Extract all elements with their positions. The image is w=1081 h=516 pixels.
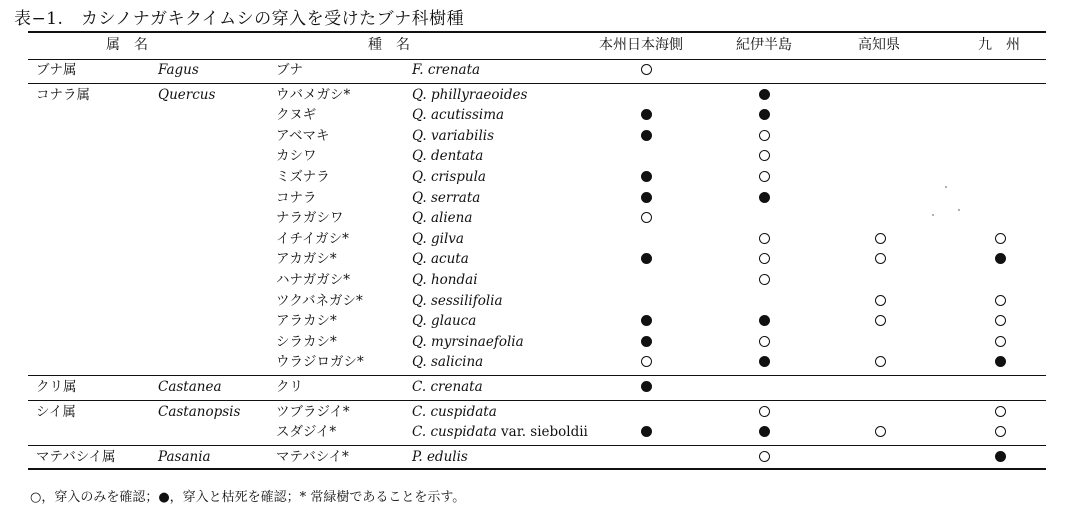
species-latin-genus: F. [412, 62, 424, 78]
open-circle-icon [759, 336, 770, 347]
genus-japanese: ブナ属 [36, 62, 77, 78]
filled-circle-icon [759, 89, 770, 100]
table-row [28, 332, 1046, 353]
open-circle-icon [759, 406, 770, 417]
species-japanese: カシワ [276, 148, 317, 165]
species-latin [412, 352, 483, 373]
header-region-kyushu: 九 州 [978, 37, 1020, 53]
species-latin-genus: Q. [412, 148, 427, 165]
species-latin-epithet: glauca [430, 313, 477, 330]
species-latin [412, 167, 486, 188]
species-latin [412, 60, 480, 81]
open-circle-icon [875, 356, 886, 367]
species-latin-epithet: variabilis [430, 127, 495, 144]
species-latin-genus: Q. [412, 230, 427, 247]
species-latin-genus: Q. [412, 210, 427, 227]
species-latin-genus: Q. [412, 292, 427, 309]
species-latin [412, 105, 504, 126]
table-row [28, 229, 1046, 250]
table-row [28, 188, 1046, 209]
species-latin-genus: Q. [412, 272, 427, 288]
genus-latin: Castanopsis [158, 403, 241, 420]
species-latin-variety: var. sieboldii [501, 424, 588, 441]
scan-speck [932, 214, 934, 216]
table-row [28, 377, 1046, 398]
header-species: 種 名 [368, 37, 410, 53]
species-japanese: ハナガガシ* [276, 272, 350, 288]
table-row [28, 208, 1046, 229]
species-japanese: アラカシ* [276, 313, 337, 330]
species-latin-genus: C. [412, 379, 427, 395]
species-latin [412, 229, 464, 250]
open-circle-icon [759, 451, 770, 462]
group-divider-rule [28, 445, 1046, 446]
species-latin-genus: Q. [412, 313, 427, 330]
table-row [28, 422, 1046, 443]
species-latin [412, 291, 503, 312]
header-region-sea-of-japan: 本州日本海側 [599, 37, 683, 53]
species-latin [412, 188, 480, 209]
species-latin-epithet: aliena [430, 210, 473, 227]
open-circle-icon [875, 426, 886, 437]
filled-circle-icon [759, 109, 770, 120]
species-latin-epithet: acuta [430, 251, 469, 268]
filled-circle-icon [995, 356, 1006, 367]
species-japanese: アベマキ [276, 127, 330, 144]
table-row [28, 352, 1046, 373]
open-circle-icon [875, 233, 886, 244]
filled-circle-icon [759, 192, 770, 203]
species-latin [412, 249, 469, 270]
filled-circle-icon [641, 315, 652, 326]
species-latin-epithet: hondai [430, 272, 478, 288]
species-japanese: イチイガシ* [276, 230, 349, 247]
species-latin-epithet: crenata [427, 62, 481, 78]
open-circle-icon [759, 171, 770, 182]
species-latin-genus: Q. [412, 107, 427, 124]
open-circle-icon [759, 130, 770, 141]
open-circle-icon [641, 64, 652, 75]
genus-japanese: マテバシイ属 [36, 448, 116, 465]
filled-circle-icon [641, 381, 652, 392]
open-circle-icon [641, 212, 652, 223]
species-latin [412, 270, 478, 291]
open-circle-icon [995, 336, 1006, 347]
species-latin [412, 447, 468, 468]
species-latin-epithet: edulis [426, 448, 468, 465]
genus-japanese: コナラ属 [36, 86, 90, 103]
species-latin-genus: Q. [412, 86, 427, 103]
species-japanese: ナラガシワ [276, 210, 344, 227]
species-japanese: アカガシ* [276, 251, 337, 268]
species-latin-genus: Q. [412, 354, 427, 371]
table-row [28, 270, 1046, 291]
species-latin-epithet: gilva [430, 230, 464, 247]
filled-circle-icon [759, 356, 770, 367]
genus-latin: Pasania [158, 448, 211, 465]
species-japanese: マテバシイ* [276, 448, 349, 465]
species-japanese: ウラジロガシ* [276, 354, 364, 371]
species-japanese: ブナ [276, 62, 303, 78]
species-japanese: クリ [276, 379, 303, 395]
open-circle-icon [641, 356, 652, 367]
species-latin [412, 402, 497, 423]
filled-circle-icon [759, 426, 770, 437]
header-region-kochi: 高知県 [858, 37, 900, 53]
open-circle-icon [995, 426, 1006, 437]
filled-circle-icon [995, 451, 1006, 462]
species-japanese: コナラ [276, 189, 317, 206]
species-japanese: シラカシ* [276, 333, 337, 350]
open-circle-icon [875, 295, 886, 306]
filled-circle-icon [641, 109, 652, 120]
species-latin-genus: Q. [412, 333, 427, 350]
species-latin-epithet: sessilifolia [430, 292, 503, 309]
group-divider-rule [28, 375, 1046, 376]
filled-circle-icon [641, 171, 652, 182]
species-japanese: ミズナラ [276, 169, 330, 185]
genus-latin: Castanea [158, 379, 222, 395]
species-japanese: ウバメガシ* [276, 86, 351, 103]
table-row [28, 146, 1046, 167]
open-circle-icon [995, 406, 1006, 417]
open-circle-icon [759, 150, 770, 161]
open-circle-icon [875, 315, 886, 326]
species-latin-epithet: crispula [430, 169, 486, 185]
filled-circle-icon [759, 315, 770, 326]
group-divider-rule [28, 83, 1046, 84]
species-latin-genus: Q. [412, 169, 427, 185]
open-circle-icon [995, 315, 1006, 326]
open-circle-icon [995, 233, 1006, 244]
open-circle-icon [995, 295, 1006, 306]
species-latin [412, 332, 524, 353]
species-latin-genus: C. [412, 424, 427, 441]
species-latin-epithet: crenata [430, 379, 483, 395]
species-latin [412, 422, 588, 443]
genus-japanese: クリ属 [36, 379, 77, 395]
table-row [28, 167, 1046, 188]
filled-circle-icon [641, 192, 652, 203]
table-caption: 表−1. カシノナガキクイムシの穿入を受けたブナ科樹種 [14, 9, 465, 29]
species-latin-genus: Q. [412, 189, 427, 206]
table-row [28, 85, 1046, 106]
header-region-kii: 紀伊半島 [736, 37, 792, 53]
filled-circle-icon [641, 130, 652, 141]
species-latin-epithet: phillyraeoides [430, 86, 528, 103]
header-genus: 属 名 [106, 37, 148, 53]
species-latin [412, 311, 476, 332]
species-japanese: ツクバネガシ* [276, 292, 363, 309]
filled-circle-icon [641, 426, 652, 437]
species-latin-epithet: salicina [430, 354, 484, 371]
species-latin-epithet: serrata [430, 189, 481, 206]
species-latin-genus: Q. [412, 127, 427, 144]
species-latin [412, 85, 527, 106]
genus-japanese: シイ属 [36, 403, 76, 420]
open-circle-icon [759, 233, 770, 244]
species-latin-genus: P. [412, 448, 423, 465]
table-row [28, 105, 1046, 126]
species-latin [412, 377, 483, 398]
table-row [28, 126, 1046, 147]
species-japanese: ツブラジイ* [276, 403, 350, 420]
table-row [28, 60, 1046, 81]
footnote-legend: ○，穿入のみを確認；●，穿入と枯死を確認；* 常緑樹であることを示す。 [30, 490, 466, 505]
species-latin-epithet: acutissima [430, 107, 505, 124]
filled-circle-icon [995, 253, 1006, 264]
table-row [28, 249, 1046, 270]
genus-latin: Fagus [158, 62, 199, 78]
species-latin-genus: Q. [412, 251, 427, 268]
group-divider-rule [28, 400, 1046, 401]
species-japanese: スダジイ* [276, 424, 337, 441]
species-latin [412, 146, 483, 167]
species-latin-epithet: cuspidata [430, 424, 497, 441]
filled-circle-icon [641, 253, 652, 264]
scan-speck [945, 186, 947, 188]
genus-latin: Quercus [158, 86, 216, 103]
table-row [28, 311, 1046, 332]
species-latin [412, 126, 494, 147]
table-bottom-rule [28, 468, 1046, 470]
filled-circle-icon [641, 336, 652, 347]
species-japanese: クヌギ [276, 107, 317, 124]
species-latin-epithet: cuspidata [430, 403, 497, 420]
open-circle-icon [759, 274, 770, 285]
table-row [28, 291, 1046, 312]
scan-speck [958, 209, 960, 211]
open-circle-icon [875, 253, 886, 264]
species-latin-epithet: dentata [430, 148, 484, 165]
species-latin [412, 208, 472, 229]
open-circle-icon [759, 253, 770, 264]
table-row [28, 402, 1046, 423]
species-latin-epithet: myrsinaefolia [430, 333, 524, 350]
species-latin-genus: C. [412, 403, 427, 420]
table-row [28, 447, 1046, 468]
